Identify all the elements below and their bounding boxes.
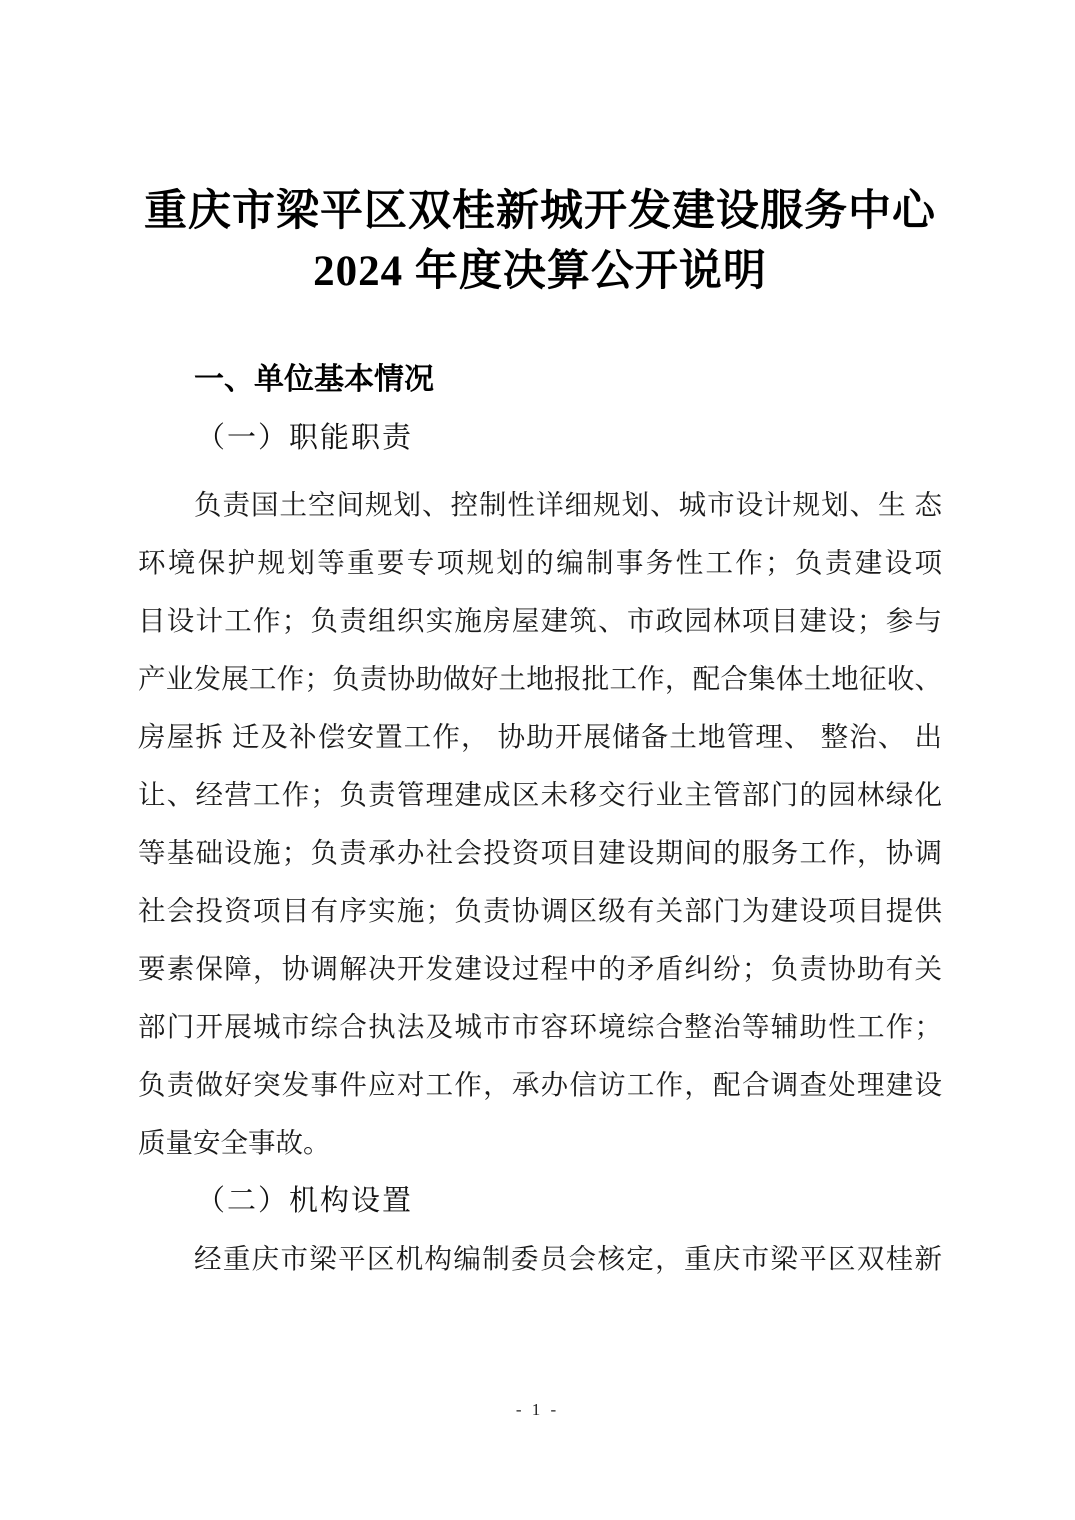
document-title	[138, 0, 942, 302]
paragraph-line: 经重庆市梁平区机构编制委员会核定，重庆市梁平区双桂新	[194, 1243, 942, 1274]
subsection-heading-2: （二）机构设置	[196, 1185, 414, 1217]
document-content	[138, 0, 942, 1288]
paragraph-line: 让、经营工作；负责管理建成区未移交行业主管部门的园林绿化	[138, 779, 942, 810]
paragraph-line: 房屋拆 迁及补偿安置工作， 协助开展储备土地管理、 整治、 出	[138, 721, 942, 752]
paragraph-line: 质量安全事故。	[138, 1127, 331, 1158]
paragraph-line: 环境保护规划等重要专项规划的编制事务性工作；负责建设项	[138, 547, 942, 578]
paragraph-2	[138, 1230, 942, 1288]
paragraph-line: 负责做好突发事件应对工作，承办信访工作，配合调查处理建设	[138, 1069, 942, 1100]
paragraph-line: 部门开展城市综合执法及城市市容环境综合整治等辅助性工作；	[138, 1011, 942, 1042]
paragraph-line: 产业发展工作；负责协助做好土地报批工作，配合集体土地征收、	[138, 663, 942, 694]
title-line-1: 重庆市梁平区双桂新城开发建设服务中心	[144, 188, 936, 235]
page-number: - 1 -	[515, 1400, 560, 1419]
paragraph-line: 目设计工作；负责组织实施房屋建筑、市政园林项目建设；参与	[138, 605, 942, 636]
paragraph-line: 负责国土空间规划、控制性详细规划、城市设计规划、生 态	[194, 489, 942, 520]
paragraph-line: 社会投资项目有序实施；负责协调区级有关部门为建设项目提供	[138, 895, 942, 926]
subsection-heading-1: （一）职能职责	[196, 422, 414, 454]
paragraph-1	[138, 476, 942, 1172]
paragraph-line: 要素保障，协调解决开发建设过程中的矛盾纠纷；负责协助有关	[138, 953, 942, 984]
section-heading-1: 一、单位基本情况	[194, 363, 434, 396]
paragraph-line: 等基础设施；负责承办社会投资项目建设期间的服务工作，协调	[138, 837, 942, 868]
title-line-2: 2024 年度决算公开说明	[313, 248, 767, 295]
